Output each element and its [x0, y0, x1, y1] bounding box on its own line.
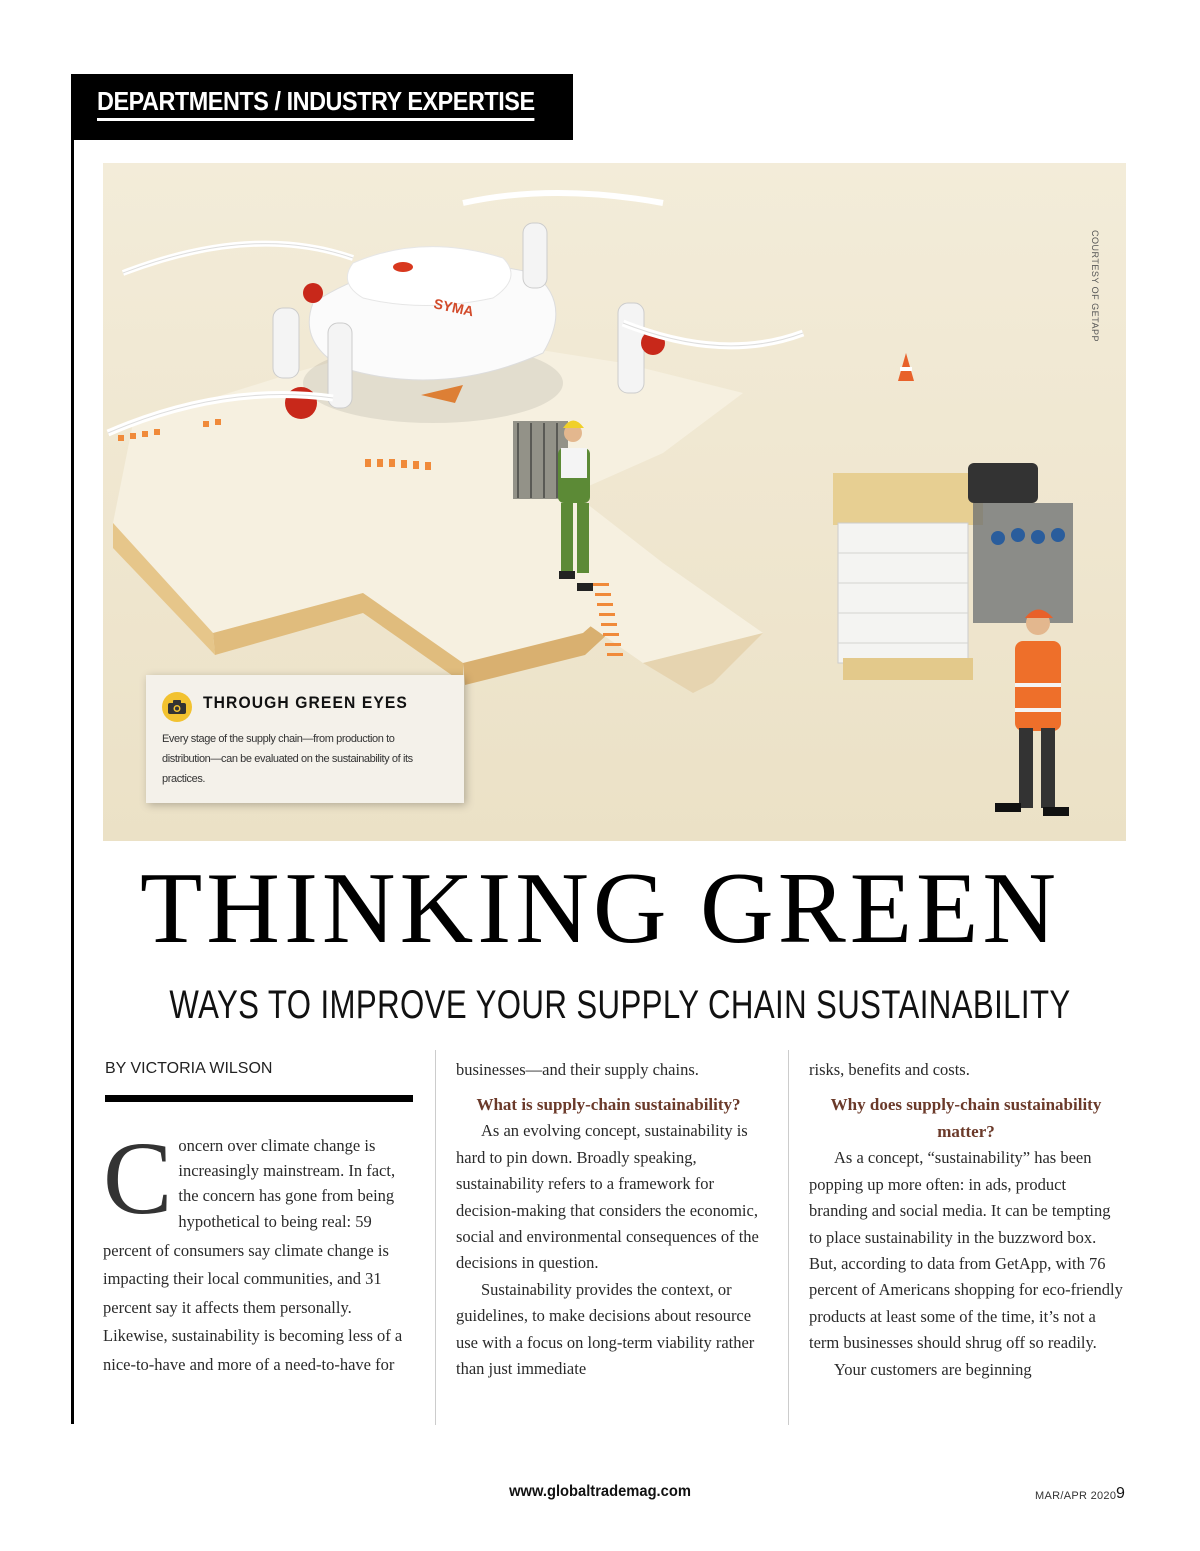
article-column-2	[456, 1057, 761, 1382]
continued-text: businesses—and their supply chains.	[456, 1060, 699, 1079]
continued-text: risks, benefits and costs.	[809, 1060, 970, 1079]
subheadline: WAYS TO IMPROVE YOUR SUPPLY CHAIN SUSTAINABILITY	[169, 983, 1071, 1027]
photo-caption	[146, 675, 464, 803]
section-heading: Why does supply-chain sustainability matter?	[830, 1095, 1102, 1142]
drop-cap: C	[103, 1121, 173, 1236]
article-column-3	[809, 1057, 1123, 1383]
lead-paragraph: oncern over climate change is increasingly mainstream. In fact, the concern has gone from being	[178, 1136, 396, 1205]
page-number: 9	[1116, 1485, 1125, 1502]
headline: THINKING GREEN	[139, 852, 1060, 965]
body-paragraph: hypothetical to being real: 59 percent of consumers say climate change is impacting their local communities, and 31 percent say it affects them personally. Likewise, sustainability is becoming less of a nice-to-have and more of a need-to-have for	[103, 1212, 403, 1374]
section-banner	[71, 74, 573, 140]
column-divider	[788, 1050, 789, 1425]
byline: BY VICTORIA WILSON	[105, 1060, 273, 1077]
caption-title: THROUGH GREEN EYES	[203, 693, 408, 712]
body-paragraph: Your customers are beginning	[834, 1359, 1032, 1379]
body-paragraph: As a concept, “sustainability” has been popping up more often: in ads, product branding and social media. It can be tempting to place sustainability in the buzzword box. But, according to data from GetApp, with 76 percent of Americans shopping for eco-friendly products at least some of the time, it’s not a term businesses should shrug off so readily.	[809, 1148, 1123, 1353]
section-label: DEPARTMENTS / INDUSTRY EXPERTISE	[97, 86, 535, 121]
section-heading: What is supply-chain sustainability?	[476, 1095, 741, 1115]
drone-logo: SYMA	[432, 295, 476, 320]
footer-url[interactable]: www.globaltrademag.com	[509, 1483, 691, 1500]
body-paragraph: As an evolving concept, sustainability is hard to pin down. Broadly speaking, sustainability refers to a framework for decision-making that considers the economic, social and environmental consequences of the decisions in question.	[456, 1121, 759, 1273]
body-paragraph: Sustainability provides the context, or guidelines, to make decisions about resource use with a focus on long-term viability rather than just immediate	[456, 1279, 755, 1379]
camera-icon	[162, 692, 192, 722]
left-margin-rule	[71, 74, 74, 1424]
column-divider	[435, 1050, 436, 1425]
issue-date: MAR/APR 2020	[1035, 1490, 1117, 1502]
photo-credit: COURTESY OF GETAPP	[1090, 230, 1100, 343]
caption-text: Every stage of the supply chain—from production to distribution—can be evaluated on the sustainability of its practices.	[162, 733, 413, 785]
second-worker-figure	[995, 610, 1069, 817]
byline-rule	[105, 1095, 413, 1102]
article-column-1	[103, 1121, 413, 1379]
